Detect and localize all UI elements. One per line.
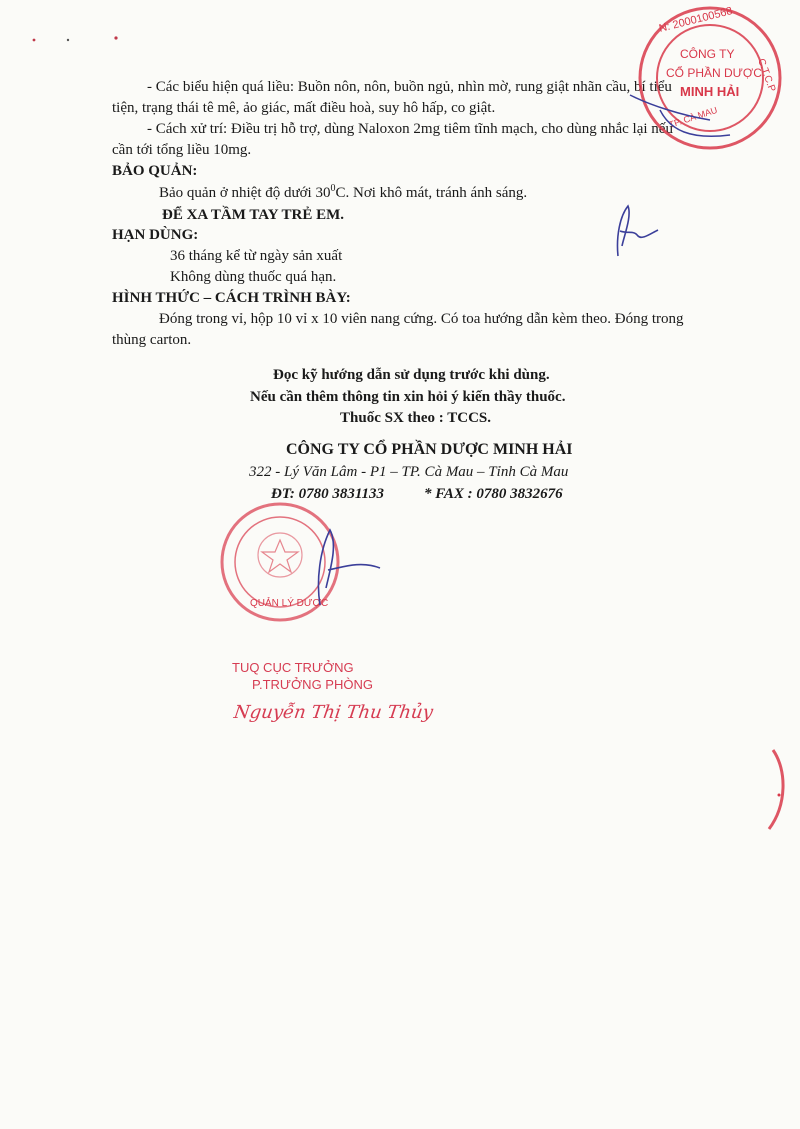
stamp-line1: CÔNG TY <box>680 47 735 61</box>
initials-signature <box>598 196 678 266</box>
approval-line2: P.TRƯỞNG PHÒNG <box>252 677 373 692</box>
storage-text-before: Bảo quản ở nhiệt độ dưới 30 <box>159 185 331 201</box>
storage-warning: ĐỂ XA TẦM TAY TRẺ EM. <box>162 207 344 223</box>
company-address: 322 - Lý Văn Lâm - P1 – TP. Cà Mau – Tỉnh Cà Mau <box>249 464 569 480</box>
packaging-line2: thùng carton. <box>112 332 192 348</box>
storage-text-after: C. Nơi khô mát, tránh ánh sáng. <box>335 185 528 201</box>
authority-signature <box>280 510 400 620</box>
expiry-heading: HẠN DÙNG: <box>112 227 199 243</box>
stamp-city: TP. CÀ MAU <box>667 104 719 130</box>
overdose-symptoms-line1: - Các biểu hiện quá liều: Buồn nôn, nôn, buồn ngủ, nhìn mờ, rung giật nhãn cầu, bí tiểu <box>147 79 672 95</box>
company-phone: ĐT: 0780 3831133 <box>271 486 385 502</box>
packaging-heading: HÌNH THỨC – CÁCH TRÌNH BÀY: <box>112 290 351 306</box>
overdose-symptoms-line2: tiện, trạng thái tê mê, ảo giác, mất điều hoà, suy hô hấp, co giật. <box>112 100 496 116</box>
packaging-line1: Đóng trong vỉ, hộp 10 vỉ x 10 viên nang cứng. Có toa hướng dẫn kèm theo. Đóng trong <box>159 311 684 327</box>
company-name: CÔNG TY CỔ PHẦN DƯỢC MINH HẢI <box>286 441 573 458</box>
scan-specks <box>30 34 120 46</box>
storage-degree: 0 <box>330 183 336 194</box>
stamp-line2: CỔ PHẦN DƯỢC <box>666 66 762 80</box>
approval-line1: TUQ CỤC TRƯỞNG <box>232 660 354 675</box>
expiry-line2: Không dùng thuốc quá hạn. <box>170 269 337 285</box>
company-fax: * FAX : 0780 3832676 <box>424 486 563 502</box>
stamp-line3: MINH HẢI <box>680 84 740 99</box>
storage-text <box>159 184 527 202</box>
stamp-code: N: 2000100568 <box>657 5 734 35</box>
notice-line2: Nếu cần thêm thông tin xin hỏi ý kiến thầy thuốc. <box>250 389 566 405</box>
notice-line3: Thuốc SX theo : TCCS. <box>340 410 492 426</box>
expiry-line1: 36 tháng kể từ ngày sản xuất <box>170 248 343 264</box>
storage-heading: BẢO QUẢN: <box>112 163 198 179</box>
stamp-ring: C.T.C.P <box>755 57 778 94</box>
overdose-treatment-line1: - Cách xử trí: Điều trị hỗ trợ, dùng Naloxon 2mg tiêm tĩnh mạch, cho dùng nhắc lại nếu <box>147 121 673 137</box>
authority-ring-text: QUẢN LÝ DƯỢC <box>250 598 329 609</box>
notice-line1: Đọc kỹ hướng dẫn sử dụng trước khi dùng. <box>273 367 550 383</box>
overdose-treatment-line2: cần tới tổng liều 10mg. <box>112 142 252 158</box>
authority-seal-stamp <box>210 500 360 630</box>
edge-stamp-arc <box>755 745 800 835</box>
approval-signature-name: Nguyễn Thị Thu Thủy <box>232 702 435 723</box>
